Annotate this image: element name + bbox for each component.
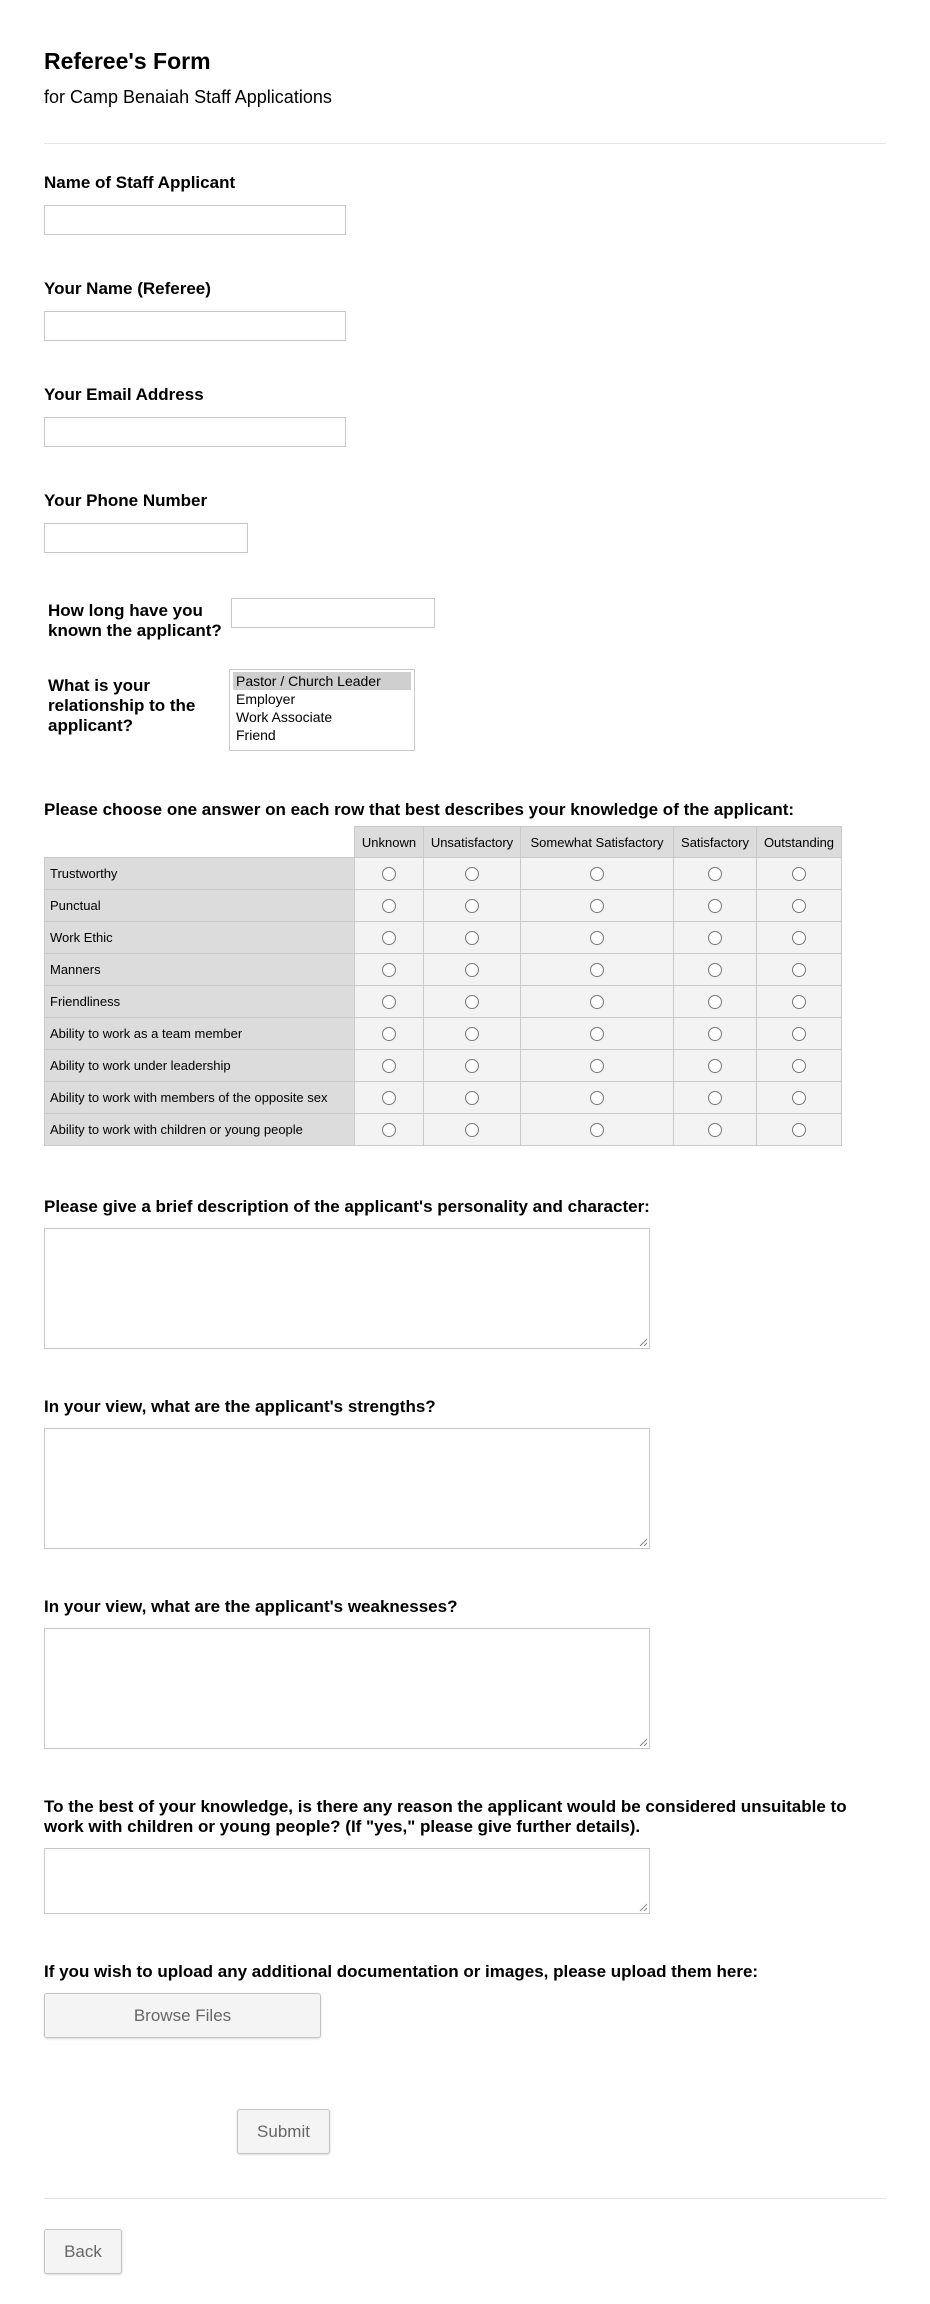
matrix-cell xyxy=(674,890,757,922)
unsuitable-label: To the best of your knowledge, is there any reason the applicant would be considered unsuitable to work with children or young people? (If "yes," please give further details). xyxy=(44,1797,847,1836)
matrix-cell xyxy=(521,1018,674,1050)
back-button[interactable]: Back xyxy=(44,2229,122,2274)
rating-radio[interactable] xyxy=(792,1059,806,1073)
rating-radio[interactable] xyxy=(465,995,479,1009)
matrix-row xyxy=(45,1082,842,1114)
matrix-cell xyxy=(424,858,521,890)
resize-handle-icon[interactable] xyxy=(639,1338,647,1346)
rating-radio[interactable] xyxy=(465,931,479,945)
matrix-cell xyxy=(674,1082,757,1114)
rating-radio[interactable] xyxy=(590,899,604,913)
rating-radio[interactable] xyxy=(382,1059,396,1073)
matrix-column-header: Somewhat Satisfactory xyxy=(521,827,674,858)
matrix-prompt: Please choose one answer on each row that best describes your knowledge of the applicant: xyxy=(44,800,795,819)
matrix-cell xyxy=(674,858,757,890)
matrix-row-label: Ability to work under leadership xyxy=(45,1050,355,1082)
rating-radio[interactable] xyxy=(792,931,806,945)
matrix-cell xyxy=(424,1050,521,1082)
matrix-cell xyxy=(424,1018,521,1050)
known-duration-input[interactable] xyxy=(231,598,435,628)
footer-divider xyxy=(44,2198,886,2199)
matrix-row xyxy=(45,890,842,922)
matrix-row xyxy=(45,858,842,890)
rating-radio[interactable] xyxy=(465,1091,479,1105)
matrix-cell xyxy=(757,986,842,1018)
matrix-cell xyxy=(424,890,521,922)
relationship-label: What is your relationship to the applicant? xyxy=(48,676,196,735)
rating-radio[interactable] xyxy=(590,963,604,977)
matrix-cell xyxy=(521,954,674,986)
matrix-row-label: Punctual xyxy=(45,890,355,922)
page-subtitle: for Camp Benaiah Staff Applications xyxy=(44,87,332,107)
header-divider xyxy=(44,143,886,144)
matrix-row xyxy=(45,1050,842,1082)
rating-radio[interactable] xyxy=(792,963,806,977)
rating-radio[interactable] xyxy=(590,1027,604,1041)
matrix-cell xyxy=(674,922,757,954)
rating-radio[interactable] xyxy=(708,1059,722,1073)
relationship-option[interactable]: Work Associate xyxy=(236,709,333,725)
matrix-cell xyxy=(521,922,674,954)
matrix-row xyxy=(45,986,842,1018)
rating-radio[interactable] xyxy=(465,1027,479,1041)
personality-textarea[interactable] xyxy=(44,1228,650,1349)
rating-radio[interactable] xyxy=(590,867,604,881)
matrix-cell xyxy=(355,1114,424,1146)
matrix-cell xyxy=(424,986,521,1018)
relationship-option[interactable]: Employer xyxy=(236,691,296,707)
matrix-cell xyxy=(757,858,842,890)
rating-radio[interactable] xyxy=(708,1027,722,1041)
rating-radio[interactable] xyxy=(792,1091,806,1105)
matrix-cell xyxy=(355,986,424,1018)
matrix-column-header: Unknown xyxy=(355,827,424,858)
rating-radio[interactable] xyxy=(465,1059,479,1073)
rating-radio[interactable] xyxy=(465,899,479,913)
rating-radio[interactable] xyxy=(792,1027,806,1041)
matrix-row xyxy=(45,1018,842,1050)
matrix-cell xyxy=(355,1018,424,1050)
relationship-option[interactable]: Pastor / Church Leader xyxy=(233,672,411,690)
rating-radio[interactable] xyxy=(590,1091,604,1105)
matrix-cell xyxy=(355,1082,424,1114)
rating-radio[interactable] xyxy=(590,1059,604,1073)
weaknesses-textarea[interactable] xyxy=(44,1628,650,1749)
rating-radio[interactable] xyxy=(382,867,396,881)
strengths-label: In your view, what are the applicant's strengths? xyxy=(44,1397,436,1416)
rating-radio[interactable] xyxy=(792,995,806,1009)
matrix-row-label: Friendliness xyxy=(45,986,355,1018)
matrix-cell xyxy=(521,1082,674,1114)
matrix-cell xyxy=(424,954,521,986)
resize-handle-icon[interactable] xyxy=(639,1738,647,1746)
matrix-row xyxy=(45,1114,842,1146)
email-label: Your Email Address xyxy=(44,385,204,404)
matrix-row-label: Ability to work as a team member xyxy=(45,1018,355,1050)
matrix-cell xyxy=(757,1050,842,1082)
submit-button[interactable]: Submit xyxy=(237,2109,330,2154)
matrix-cell xyxy=(757,954,842,986)
matrix-cell xyxy=(674,986,757,1018)
browse-files-button[interactable]: Browse Files xyxy=(44,1993,321,2038)
matrix-cell xyxy=(674,1114,757,1146)
applicant-name-input[interactable] xyxy=(44,205,346,235)
matrix-cell xyxy=(521,1114,674,1146)
rating-radio[interactable] xyxy=(708,867,722,881)
rating-radio[interactable] xyxy=(708,1091,722,1105)
matrix-cell xyxy=(674,954,757,986)
rating-radio[interactable] xyxy=(590,995,604,1009)
referee-name-label: Your Name (Referee) xyxy=(44,279,211,298)
matrix-cell xyxy=(424,1114,521,1146)
matrix-row-label: Work Ethic xyxy=(45,922,355,954)
relationship-listbox[interactable] xyxy=(229,669,415,751)
referee-name-input[interactable] xyxy=(44,311,346,341)
rating-radio[interactable] xyxy=(465,963,479,977)
matrix-cell xyxy=(424,922,521,954)
matrix-cell xyxy=(521,1050,674,1082)
matrix-row xyxy=(45,922,842,954)
matrix-cell xyxy=(674,1018,757,1050)
matrix-cell xyxy=(424,1082,521,1114)
rating-radio[interactable] xyxy=(382,1091,396,1105)
rating-radio[interactable] xyxy=(465,867,479,881)
rating-radio[interactable] xyxy=(590,1123,604,1137)
rating-radio[interactable] xyxy=(708,995,722,1009)
email-input[interactable] xyxy=(44,417,346,447)
relationship-option[interactable]: Friend xyxy=(236,727,276,743)
matrix-cell xyxy=(757,922,842,954)
resize-handle-icon[interactable] xyxy=(639,1903,647,1911)
rating-radio[interactable] xyxy=(708,1123,722,1137)
strengths-textarea[interactable] xyxy=(44,1428,650,1549)
rating-radio[interactable] xyxy=(792,899,806,913)
matrix-cell xyxy=(355,890,424,922)
rating-radio[interactable] xyxy=(382,899,396,913)
phone-input[interactable] xyxy=(44,523,248,553)
applicant-name-label: Name of Staff Applicant xyxy=(44,173,236,192)
rating-radio[interactable] xyxy=(465,1123,479,1137)
rating-radio[interactable] xyxy=(382,931,396,945)
rating-radio[interactable] xyxy=(382,963,396,977)
matrix-column-header: Satisfactory xyxy=(674,827,757,858)
personality-label: Please give a brief description of the applicant's personality and character: xyxy=(44,1197,650,1216)
rating-radio[interactable] xyxy=(382,1123,396,1137)
resize-handle-icon[interactable] xyxy=(639,1538,647,1546)
matrix-cell xyxy=(521,858,674,890)
phone-label: Your Phone Number xyxy=(44,491,208,510)
matrix-row-label: Ability to work with children or young people xyxy=(45,1114,355,1146)
matrix-row xyxy=(45,954,842,986)
matrix-column-header: Unsatisfactory xyxy=(424,827,521,858)
rating-radio[interactable] xyxy=(590,931,604,945)
rating-radio[interactable] xyxy=(382,995,396,1009)
matrix-header-row xyxy=(45,827,842,858)
upload-label: If you wish to upload any additional documentation or images, please upload them here: xyxy=(44,1962,759,1981)
rating-radio[interactable] xyxy=(708,931,722,945)
weaknesses-label: In your view, what are the applicant's weaknesses? xyxy=(44,1597,458,1616)
matrix-cell xyxy=(355,858,424,890)
rating-radio[interactable] xyxy=(792,1123,806,1137)
known-duration-label: How long have you known the applicant? xyxy=(48,601,222,640)
matrix-cell xyxy=(355,1050,424,1082)
rating-radio[interactable] xyxy=(382,1027,396,1041)
matrix-cell xyxy=(355,954,424,986)
matrix-cell xyxy=(674,1050,757,1082)
matrix-corner xyxy=(45,827,355,858)
matrix-row-label: Ability to work with members of the opposite sex xyxy=(45,1082,355,1114)
rating-radio[interactable] xyxy=(708,963,722,977)
matrix-row-label: Trustworthy xyxy=(45,858,355,890)
rating-radio[interactable] xyxy=(708,899,722,913)
matrix-cell xyxy=(757,1082,842,1114)
page-title: Referee's Form xyxy=(44,48,211,74)
unsuitable-textarea[interactable] xyxy=(44,1848,650,1914)
matrix-row-label: Manners xyxy=(45,954,355,986)
rating-radio[interactable] xyxy=(792,867,806,881)
matrix-cell xyxy=(757,1114,842,1146)
rating-matrix xyxy=(44,826,842,1146)
matrix-column-header: Outstanding xyxy=(757,827,842,858)
matrix-cell xyxy=(757,1018,842,1050)
matrix-cell xyxy=(355,922,424,954)
matrix-cell xyxy=(521,890,674,922)
matrix-cell xyxy=(757,890,842,922)
matrix-cell xyxy=(521,986,674,1018)
